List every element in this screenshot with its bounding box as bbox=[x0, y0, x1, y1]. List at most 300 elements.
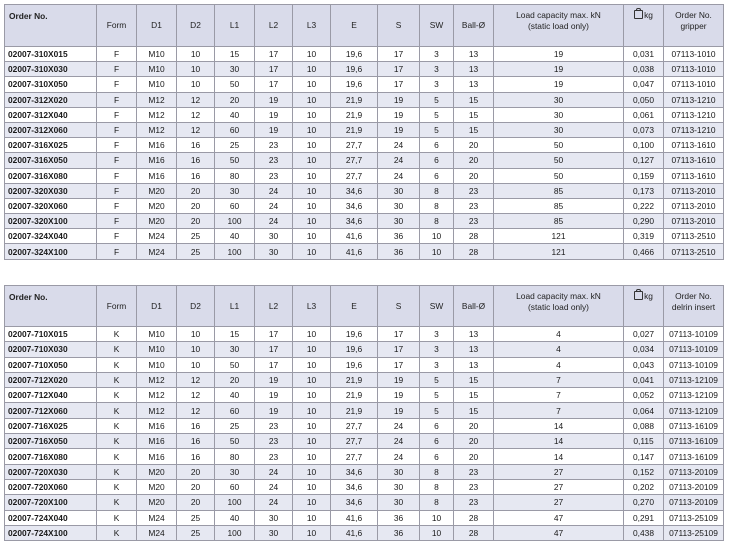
cell-l2: 23 bbox=[255, 449, 293, 464]
cell-sw: 8 bbox=[420, 495, 454, 510]
cell-order-no-2: 07113-1010 bbox=[664, 62, 724, 77]
weight-icon bbox=[634, 291, 643, 300]
cell-l2: 17 bbox=[255, 342, 293, 357]
cell-weight: 0,438 bbox=[624, 525, 664, 540]
header-form: Form bbox=[97, 5, 137, 47]
cell-sw: 6 bbox=[420, 168, 454, 183]
cell-ball: 20 bbox=[454, 168, 494, 183]
cell-load-capacity: 27 bbox=[494, 464, 624, 479]
cell-d2: 10 bbox=[177, 47, 215, 62]
cell-order-no: 02007-724X040 bbox=[5, 510, 97, 525]
cell-order-no: 02007-324X100 bbox=[5, 244, 97, 259]
cell-s: 17 bbox=[378, 342, 420, 357]
cell-d1: M10 bbox=[137, 357, 177, 372]
cell-l1: 15 bbox=[215, 47, 255, 62]
cell-order-no-2: 07113-16109 bbox=[664, 449, 724, 464]
cell-d1: M20 bbox=[137, 198, 177, 213]
cell-order-no: 02007-712X020 bbox=[5, 372, 97, 387]
cell-d2: 10 bbox=[177, 342, 215, 357]
table-row bbox=[5, 47, 724, 62]
cell-d1: M20 bbox=[137, 183, 177, 198]
table-row bbox=[5, 525, 724, 540]
cell-l3: 10 bbox=[293, 214, 331, 229]
cell-l1: 100 bbox=[215, 244, 255, 259]
cell-ball: 28 bbox=[454, 229, 494, 244]
cell-l3: 10 bbox=[293, 495, 331, 510]
cell-order-no-2: 07113-20109 bbox=[664, 479, 724, 494]
header-ball: Ball-Ø bbox=[454, 5, 494, 47]
cell-d2: 20 bbox=[177, 214, 215, 229]
cell-sw: 8 bbox=[420, 198, 454, 213]
cell-l3: 10 bbox=[293, 168, 331, 183]
cell-order-no: 02007-712X060 bbox=[5, 403, 97, 418]
cell-d1: M12 bbox=[137, 107, 177, 122]
cell-d2: 20 bbox=[177, 464, 215, 479]
cell-l1: 50 bbox=[215, 153, 255, 168]
cell-order-no: 02007-324X040 bbox=[5, 229, 97, 244]
cell-form: K bbox=[97, 510, 137, 525]
table-row bbox=[5, 92, 724, 107]
cell-weight: 0,319 bbox=[624, 229, 664, 244]
table-row bbox=[5, 214, 724, 229]
cell-weight: 0,173 bbox=[624, 183, 664, 198]
cell-e: 21,9 bbox=[331, 92, 378, 107]
table-row bbox=[5, 449, 724, 464]
cell-load-capacity: 19 bbox=[494, 77, 624, 92]
cell-weight: 0,290 bbox=[624, 214, 664, 229]
cell-d1: M16 bbox=[137, 138, 177, 153]
table-row bbox=[5, 372, 724, 387]
cell-weight: 0,270 bbox=[624, 495, 664, 510]
cell-ball: 20 bbox=[454, 434, 494, 449]
cell-d2: 12 bbox=[177, 388, 215, 403]
cell-s: 24 bbox=[378, 434, 420, 449]
table-row bbox=[5, 434, 724, 449]
cell-sw: 8 bbox=[420, 183, 454, 198]
header-load-line1: Load capacity max. kN bbox=[516, 10, 601, 20]
cell-s: 36 bbox=[378, 229, 420, 244]
cell-order-no-2: 07113-16109 bbox=[664, 434, 724, 449]
cell-l2: 19 bbox=[255, 403, 293, 418]
cell-sw: 3 bbox=[420, 62, 454, 77]
cell-weight: 0,052 bbox=[624, 388, 664, 403]
cell-e: 34,6 bbox=[331, 495, 378, 510]
cell-order-no: 02007-710X030 bbox=[5, 342, 97, 357]
cell-ball: 23 bbox=[454, 479, 494, 494]
header-form: Form bbox=[97, 286, 137, 327]
cell-s: 19 bbox=[378, 92, 420, 107]
cell-order-no-2: 07113-16109 bbox=[664, 418, 724, 433]
cell-form: K bbox=[97, 495, 137, 510]
cell-l3: 10 bbox=[293, 403, 331, 418]
cell-s: 19 bbox=[378, 122, 420, 137]
cell-l2: 19 bbox=[255, 122, 293, 137]
cell-load-capacity: 121 bbox=[494, 244, 624, 259]
cell-ball: 23 bbox=[454, 198, 494, 213]
cell-d1: M24 bbox=[137, 510, 177, 525]
cell-l2: 24 bbox=[255, 464, 293, 479]
cell-d1: M16 bbox=[137, 449, 177, 464]
cell-l3: 10 bbox=[293, 464, 331, 479]
cell-l2: 23 bbox=[255, 168, 293, 183]
cell-d1: M24 bbox=[137, 229, 177, 244]
cell-l1: 20 bbox=[215, 372, 255, 387]
cell-e: 41,6 bbox=[331, 510, 378, 525]
cell-weight: 0,064 bbox=[624, 403, 664, 418]
cell-s: 30 bbox=[378, 198, 420, 213]
cell-weight: 0,088 bbox=[624, 418, 664, 433]
weight-icon bbox=[634, 10, 643, 19]
cell-ball: 23 bbox=[454, 183, 494, 198]
cell-l1: 15 bbox=[215, 327, 255, 342]
cell-s: 24 bbox=[378, 153, 420, 168]
cell-l3: 10 bbox=[293, 107, 331, 122]
cell-d1: M10 bbox=[137, 342, 177, 357]
cell-order-no: 02007-320X030 bbox=[5, 183, 97, 198]
cell-ball: 23 bbox=[454, 214, 494, 229]
cell-order-no: 02007-712X040 bbox=[5, 388, 97, 403]
cell-ball: 15 bbox=[454, 388, 494, 403]
cell-load-capacity: 19 bbox=[494, 62, 624, 77]
table-row bbox=[5, 510, 724, 525]
cell-l2: 30 bbox=[255, 244, 293, 259]
cell-load-capacity: 50 bbox=[494, 138, 624, 153]
cell-order-no-2: 07113-25109 bbox=[664, 525, 724, 540]
cell-l1: 100 bbox=[215, 525, 255, 540]
cell-sw: 10 bbox=[420, 510, 454, 525]
cell-l2: 24 bbox=[255, 183, 293, 198]
cell-sw: 6 bbox=[420, 138, 454, 153]
cell-d2: 16 bbox=[177, 168, 215, 183]
cell-ball: 15 bbox=[454, 403, 494, 418]
table-row bbox=[5, 77, 724, 92]
header-l2: L2 bbox=[255, 5, 293, 47]
cell-load-capacity: 47 bbox=[494, 525, 624, 540]
cell-l2: 24 bbox=[255, 479, 293, 494]
cell-form: F bbox=[97, 153, 137, 168]
cell-weight: 0,041 bbox=[624, 372, 664, 387]
cell-order-no-2: 07113-1610 bbox=[664, 168, 724, 183]
cell-l1: 40 bbox=[215, 229, 255, 244]
cell-ball: 13 bbox=[454, 77, 494, 92]
cell-load-capacity: 4 bbox=[494, 357, 624, 372]
cell-order-no: 02007-724X100 bbox=[5, 525, 97, 540]
cell-order-no: 02007-312X020 bbox=[5, 92, 97, 107]
cell-ball: 28 bbox=[454, 510, 494, 525]
cell-load-capacity: 50 bbox=[494, 153, 624, 168]
header-kg-label: kg bbox=[644, 10, 653, 20]
cell-load-capacity: 30 bbox=[494, 107, 624, 122]
table-header-row bbox=[5, 5, 724, 47]
cell-order-no: 02007-720X060 bbox=[5, 479, 97, 494]
header-ball: Ball-Ø bbox=[454, 286, 494, 327]
cell-s: 19 bbox=[378, 107, 420, 122]
cell-form: F bbox=[97, 77, 137, 92]
table-row bbox=[5, 418, 724, 433]
table-row bbox=[5, 403, 724, 418]
cell-sw: 8 bbox=[420, 479, 454, 494]
cell-form: K bbox=[97, 479, 137, 494]
cell-e: 21,9 bbox=[331, 122, 378, 137]
header-order-no-delrin bbox=[664, 286, 724, 327]
cell-sw: 6 bbox=[420, 449, 454, 464]
cell-s: 24 bbox=[378, 138, 420, 153]
cell-l1: 60 bbox=[215, 198, 255, 213]
cell-l3: 10 bbox=[293, 418, 331, 433]
cell-form: K bbox=[97, 449, 137, 464]
cell-l1: 50 bbox=[215, 434, 255, 449]
cell-l2: 23 bbox=[255, 418, 293, 433]
cell-e: 27,7 bbox=[331, 138, 378, 153]
cell-order-no-2: 07113-20109 bbox=[664, 495, 724, 510]
cell-sw: 6 bbox=[420, 418, 454, 433]
cell-e: 41,6 bbox=[331, 525, 378, 540]
cell-s: 24 bbox=[378, 418, 420, 433]
cell-l2: 23 bbox=[255, 153, 293, 168]
cell-l1: 40 bbox=[215, 388, 255, 403]
cell-weight: 0,466 bbox=[624, 244, 664, 259]
cell-l2: 17 bbox=[255, 327, 293, 342]
cell-d2: 25 bbox=[177, 229, 215, 244]
cell-load-capacity: 7 bbox=[494, 403, 624, 418]
header-order-no2-line2: delrin insert bbox=[671, 302, 716, 312]
cell-order-no-2: 07113-20109 bbox=[664, 464, 724, 479]
cell-l2: 17 bbox=[255, 357, 293, 372]
cell-l1: 25 bbox=[215, 138, 255, 153]
cell-weight: 0,202 bbox=[624, 479, 664, 494]
header-d1: D1 bbox=[137, 5, 177, 47]
header-d1: D1 bbox=[137, 286, 177, 327]
cell-l2: 19 bbox=[255, 372, 293, 387]
cell-weight: 0,034 bbox=[624, 342, 664, 357]
cell-d2: 25 bbox=[177, 244, 215, 259]
cell-d1: M10 bbox=[137, 327, 177, 342]
cell-l2: 24 bbox=[255, 495, 293, 510]
cell-l2: 24 bbox=[255, 214, 293, 229]
cell-l3: 10 bbox=[293, 153, 331, 168]
cell-ball: 20 bbox=[454, 153, 494, 168]
cell-form: K bbox=[97, 418, 137, 433]
table-header-row bbox=[5, 286, 724, 327]
cell-weight: 0,159 bbox=[624, 168, 664, 183]
header-e: E bbox=[331, 5, 378, 47]
cell-sw: 3 bbox=[420, 342, 454, 357]
cell-s: 17 bbox=[378, 47, 420, 62]
cell-load-capacity: 85 bbox=[494, 214, 624, 229]
cell-form: F bbox=[97, 229, 137, 244]
cell-d2: 12 bbox=[177, 92, 215, 107]
header-order-no-gripper bbox=[664, 5, 724, 47]
cell-sw: 5 bbox=[420, 92, 454, 107]
cell-order-no-2: 07113-1610 bbox=[664, 138, 724, 153]
cell-order-no-2: 07113-1210 bbox=[664, 122, 724, 137]
table-row bbox=[5, 198, 724, 213]
cell-d2: 25 bbox=[177, 510, 215, 525]
cell-e: 41,6 bbox=[331, 229, 378, 244]
cell-d1: M12 bbox=[137, 403, 177, 418]
cell-e: 27,7 bbox=[331, 153, 378, 168]
cell-d2: 12 bbox=[177, 107, 215, 122]
cell-s: 30 bbox=[378, 479, 420, 494]
cell-l3: 10 bbox=[293, 138, 331, 153]
cell-order-no: 02007-710X050 bbox=[5, 357, 97, 372]
cell-form: F bbox=[97, 244, 137, 259]
cell-form: K bbox=[97, 464, 137, 479]
cell-order-no-2: 07113-1010 bbox=[664, 77, 724, 92]
cell-order-no-2: 07113-2010 bbox=[664, 198, 724, 213]
cell-load-capacity: 7 bbox=[494, 388, 624, 403]
cell-load-capacity: 7 bbox=[494, 372, 624, 387]
cell-order-no: 02007-320X060 bbox=[5, 198, 97, 213]
table-row bbox=[5, 495, 724, 510]
cell-d1: M12 bbox=[137, 372, 177, 387]
cell-order-no: 02007-710X015 bbox=[5, 327, 97, 342]
table-row bbox=[5, 153, 724, 168]
cell-ball: 13 bbox=[454, 342, 494, 357]
cell-d2: 12 bbox=[177, 372, 215, 387]
cell-d2: 20 bbox=[177, 198, 215, 213]
cell-l2: 19 bbox=[255, 92, 293, 107]
cell-order-no-2: 07113-1010 bbox=[664, 47, 724, 62]
cell-l3: 10 bbox=[293, 388, 331, 403]
cell-l3: 10 bbox=[293, 357, 331, 372]
cell-d1: M24 bbox=[137, 244, 177, 259]
cell-l1: 20 bbox=[215, 92, 255, 107]
cell-order-no-2: 07113-1210 bbox=[664, 92, 724, 107]
header-sw: SW bbox=[420, 286, 454, 327]
header-order-no: Order No. bbox=[5, 5, 97, 47]
cell-l2: 24 bbox=[255, 198, 293, 213]
cell-order-no: 02007-312X060 bbox=[5, 122, 97, 137]
cell-load-capacity: 19 bbox=[494, 47, 624, 62]
cell-order-no-2: 07113-10109 bbox=[664, 327, 724, 342]
cell-order-no: 02007-316X025 bbox=[5, 138, 97, 153]
table-row bbox=[5, 342, 724, 357]
cell-d2: 16 bbox=[177, 434, 215, 449]
cell-order-no-2: 07113-1610 bbox=[664, 153, 724, 168]
table-row bbox=[5, 138, 724, 153]
header-e: E bbox=[331, 286, 378, 327]
table-row bbox=[5, 229, 724, 244]
cell-order-no: 02007-716X050 bbox=[5, 434, 97, 449]
cell-d2: 10 bbox=[177, 77, 215, 92]
cell-form: F bbox=[97, 107, 137, 122]
cell-e: 21,9 bbox=[331, 372, 378, 387]
cell-form: F bbox=[97, 214, 137, 229]
cell-l3: 10 bbox=[293, 77, 331, 92]
header-l3: L3 bbox=[293, 286, 331, 327]
cell-s: 24 bbox=[378, 449, 420, 464]
table-row bbox=[5, 244, 724, 259]
cell-l1: 100 bbox=[215, 214, 255, 229]
cell-ball: 13 bbox=[454, 62, 494, 77]
cell-l1: 100 bbox=[215, 495, 255, 510]
cell-ball: 13 bbox=[454, 357, 494, 372]
cell-sw: 3 bbox=[420, 47, 454, 62]
cell-l3: 10 bbox=[293, 229, 331, 244]
header-kg bbox=[624, 286, 664, 327]
header-order-no2-line1: Order No. bbox=[675, 291, 712, 301]
cell-d2: 16 bbox=[177, 153, 215, 168]
cell-l3: 10 bbox=[293, 327, 331, 342]
table-body bbox=[5, 327, 724, 541]
cell-e: 41,6 bbox=[331, 244, 378, 259]
cell-weight: 0,127 bbox=[624, 153, 664, 168]
header-load-capacity bbox=[494, 5, 624, 47]
cell-form: F bbox=[97, 183, 137, 198]
cell-d2: 20 bbox=[177, 183, 215, 198]
cell-sw: 5 bbox=[420, 107, 454, 122]
cell-e: 21,9 bbox=[331, 388, 378, 403]
cell-d1: M24 bbox=[137, 525, 177, 540]
cell-form: F bbox=[97, 198, 137, 213]
cell-ball: 28 bbox=[454, 525, 494, 540]
header-s: S bbox=[378, 5, 420, 47]
cell-l3: 10 bbox=[293, 479, 331, 494]
cell-e: 27,7 bbox=[331, 434, 378, 449]
cell-d1: M12 bbox=[137, 92, 177, 107]
cell-form: K bbox=[97, 357, 137, 372]
table-row bbox=[5, 107, 724, 122]
cell-l1: 30 bbox=[215, 62, 255, 77]
cell-sw: 3 bbox=[420, 77, 454, 92]
cell-ball: 13 bbox=[454, 327, 494, 342]
cell-l2: 30 bbox=[255, 525, 293, 540]
cell-d2: 25 bbox=[177, 525, 215, 540]
cell-weight: 0,043 bbox=[624, 357, 664, 372]
cell-form: K bbox=[97, 388, 137, 403]
cell-l3: 10 bbox=[293, 244, 331, 259]
cell-order-no: 02007-316X050 bbox=[5, 153, 97, 168]
cell-d1: M12 bbox=[137, 388, 177, 403]
cell-e: 34,6 bbox=[331, 198, 378, 213]
cell-d2: 10 bbox=[177, 327, 215, 342]
cell-order-no: 02007-312X040 bbox=[5, 107, 97, 122]
cell-sw: 8 bbox=[420, 464, 454, 479]
delrin-insert-table bbox=[4, 285, 724, 541]
cell-l3: 10 bbox=[293, 434, 331, 449]
header-load-capacity bbox=[494, 286, 624, 327]
cell-form: F bbox=[97, 62, 137, 77]
cell-l2: 19 bbox=[255, 388, 293, 403]
cell-e: 19,6 bbox=[331, 62, 378, 77]
table-row bbox=[5, 464, 724, 479]
cell-ball: 15 bbox=[454, 122, 494, 137]
cell-order-no: 02007-720X030 bbox=[5, 464, 97, 479]
header-order-no: Order No. bbox=[5, 286, 97, 327]
cell-l1: 80 bbox=[215, 168, 255, 183]
cell-weight: 0,100 bbox=[624, 138, 664, 153]
header-load-line2: (static load only) bbox=[528, 21, 589, 31]
cell-weight: 0,291 bbox=[624, 510, 664, 525]
cell-form: F bbox=[97, 138, 137, 153]
cell-l1: 60 bbox=[215, 479, 255, 494]
cell-sw: 6 bbox=[420, 153, 454, 168]
cell-load-capacity: 14 bbox=[494, 449, 624, 464]
cell-ball: 20 bbox=[454, 418, 494, 433]
cell-d2: 10 bbox=[177, 357, 215, 372]
cell-d1: M20 bbox=[137, 495, 177, 510]
cell-s: 17 bbox=[378, 77, 420, 92]
table-row bbox=[5, 183, 724, 198]
cell-sw: 10 bbox=[420, 229, 454, 244]
cell-load-capacity: 4 bbox=[494, 342, 624, 357]
cell-load-capacity: 121 bbox=[494, 229, 624, 244]
cell-l3: 10 bbox=[293, 372, 331, 387]
cell-l1: 40 bbox=[215, 510, 255, 525]
cell-form: K bbox=[97, 342, 137, 357]
cell-form: F bbox=[97, 122, 137, 137]
